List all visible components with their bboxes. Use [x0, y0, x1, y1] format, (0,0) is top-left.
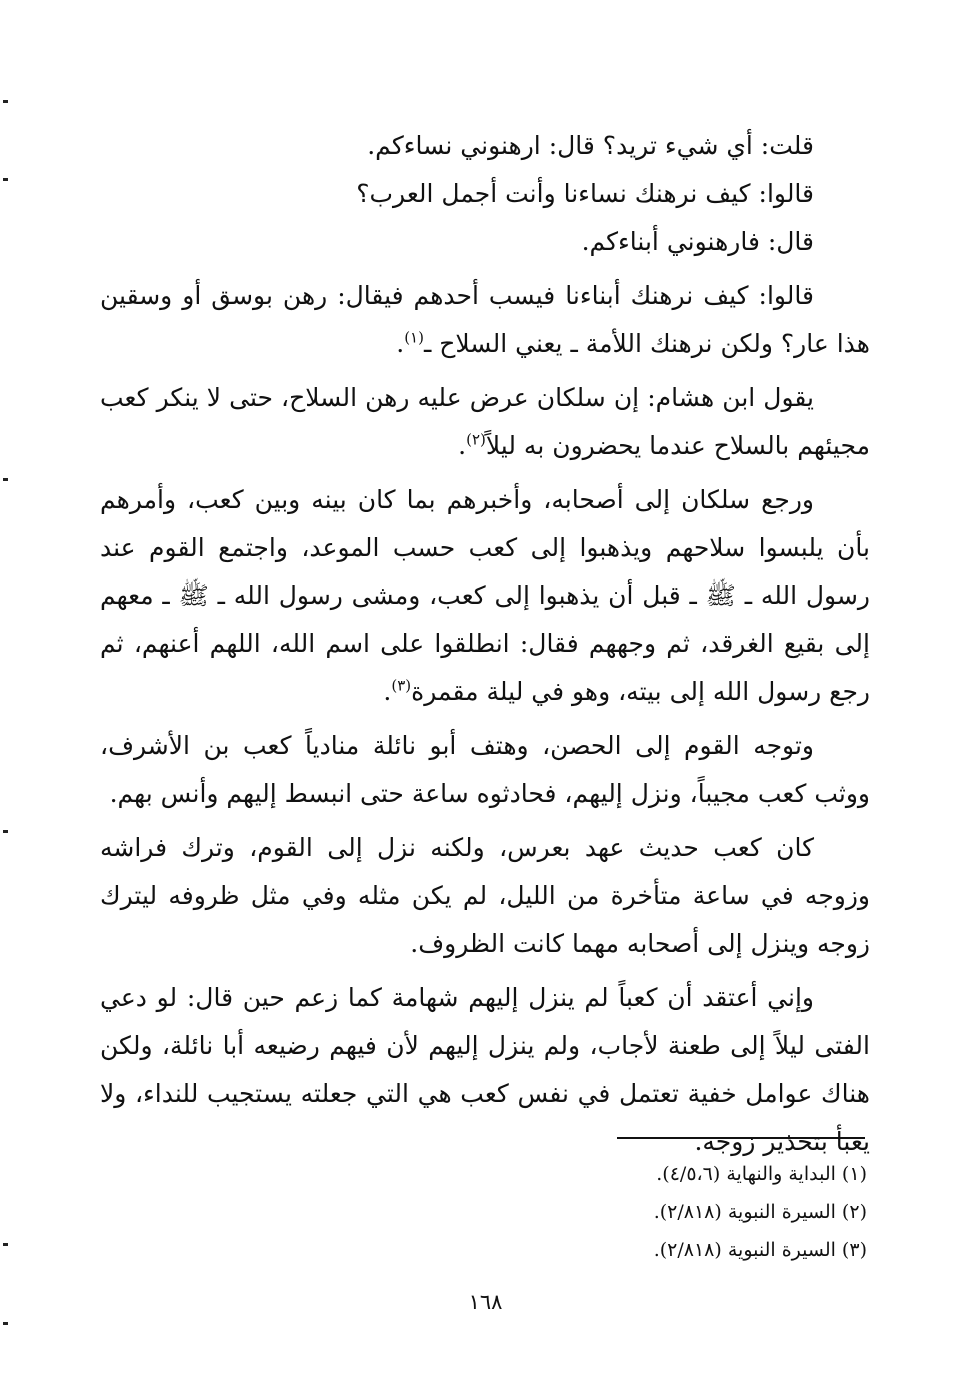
dialogue-line: قالوا: كيف نرهنك نساءنا وأنت أجمل العرب؟: [356, 179, 814, 208]
scan-artifact-mark: [3, 1322, 8, 1325]
paragraph: [100, 824, 870, 968]
footnote: (٣) السيرة النبوية (٢/٨١٨).: [653, 1239, 867, 1261]
scan-artifact-mark: [3, 1243, 8, 1246]
scan-artifact-mark: [3, 100, 8, 103]
footnote-marker: (٢): [466, 430, 486, 449]
paragraph-text: قالوا: كيف نرهنك أبناءنا فيسب أحدهم فيقال: رهن بوسق أو وسقين هذا عار؟ ولكن نرهنك اللأمة ـ يعني السلاح ـ: [100, 281, 870, 358]
footnote-marker: (١): [404, 328, 424, 347]
page-number: ١٦٨: [468, 1290, 503, 1314]
paragraph-text: وإني أعتقد أن كعباً لم ينزل إليهم شهامة كما زعم حين قال: لو دعي الفتى ليلاً إلى طعنة لأجاب، ولم ينزل إليهم لأن فيهم رضيعه أبا نائلة، ولكن هناك عوامل خفية تعتمل في نفس كعب هي التي جعلته يستجيب للنداء، ولا يعبأ بتحذير زوجه.: [100, 983, 870, 1156]
footnote: (٢) السيرة النبوية (٢/٨١٨).: [653, 1201, 867, 1223]
paragraph: [100, 272, 870, 368]
scan-artifact-mark: [3, 830, 8, 833]
dialogue-line: قلت: أي شيء تريد؟ قال: ارهنوني نساءكم.: [367, 131, 814, 160]
scan-artifact-mark: [3, 178, 8, 181]
scan-artifact-mark: [3, 478, 8, 481]
paragraph-text: ورجع سلكان إلى أصحابه، وأخبرهم بما كان بينه وبين كعب، وأمرهم بأن يلبسوا سلاحهم ويذهبوا إلى كعب حسب الموعد، واجتمع القوم عند رسول الله ـ ﷺ ـ قبل أن يذهبوا إلى كعب، ومشى رسول الله ـ ﷺ ـ معهم إلى بقيع الغرقد، ثم وجههم فقال: انطلقوا على اسم الله، اللهم أعنهم، ثم رجع رسول الله إلى بيته، وهو في ليلة مقمرة: [100, 485, 870, 706]
paragraph-tail: .: [458, 431, 467, 460]
body-text: [100, 122, 870, 1172]
paragraph: [100, 476, 870, 716]
paragraph-tail: .: [396, 329, 405, 358]
paragraph-text: يقول ابن هشام: إن سلكان عرض عليه رهن السلاح، حتى لا ينكر كعب مجيئهم بالسلاح عندما يحضرون به ليلاً: [100, 383, 870, 460]
footnotes: [367, 1155, 867, 1269]
footnote: (١) البداية والنهاية (٤/٥،٦).: [656, 1163, 867, 1185]
footnote-separator: [617, 1137, 865, 1139]
dialogue-group: [100, 122, 870, 266]
paragraph: [100, 374, 870, 470]
paragraph: [100, 722, 870, 818]
dialogue-line: قال: فارهنوني أبناءكم.: [581, 227, 814, 256]
paragraph-text: وتوجه القوم إلى الحصن، وهتف أبو نائلة منادياً كعب بن الأشرف، ووثب كعب مجيباً، ونزل إليهم، فحادثوه ساعة حتى انبسط إليهم وأنس بهم.: [100, 731, 870, 808]
paragraph-text: كان كعب حديث عهد بعرس، ولكنه نزل إلى القوم، وترك فراشه وزوجه في ساعة متأخرة من الليل، لم يكن مثله وفي مثل ظروفه ليترك زوجه وينزل إلى أصحابه مهما كانت الظروف.: [100, 833, 870, 958]
paragraph-tail: .: [383, 677, 392, 706]
footnote-marker: (٣): [391, 676, 412, 695]
